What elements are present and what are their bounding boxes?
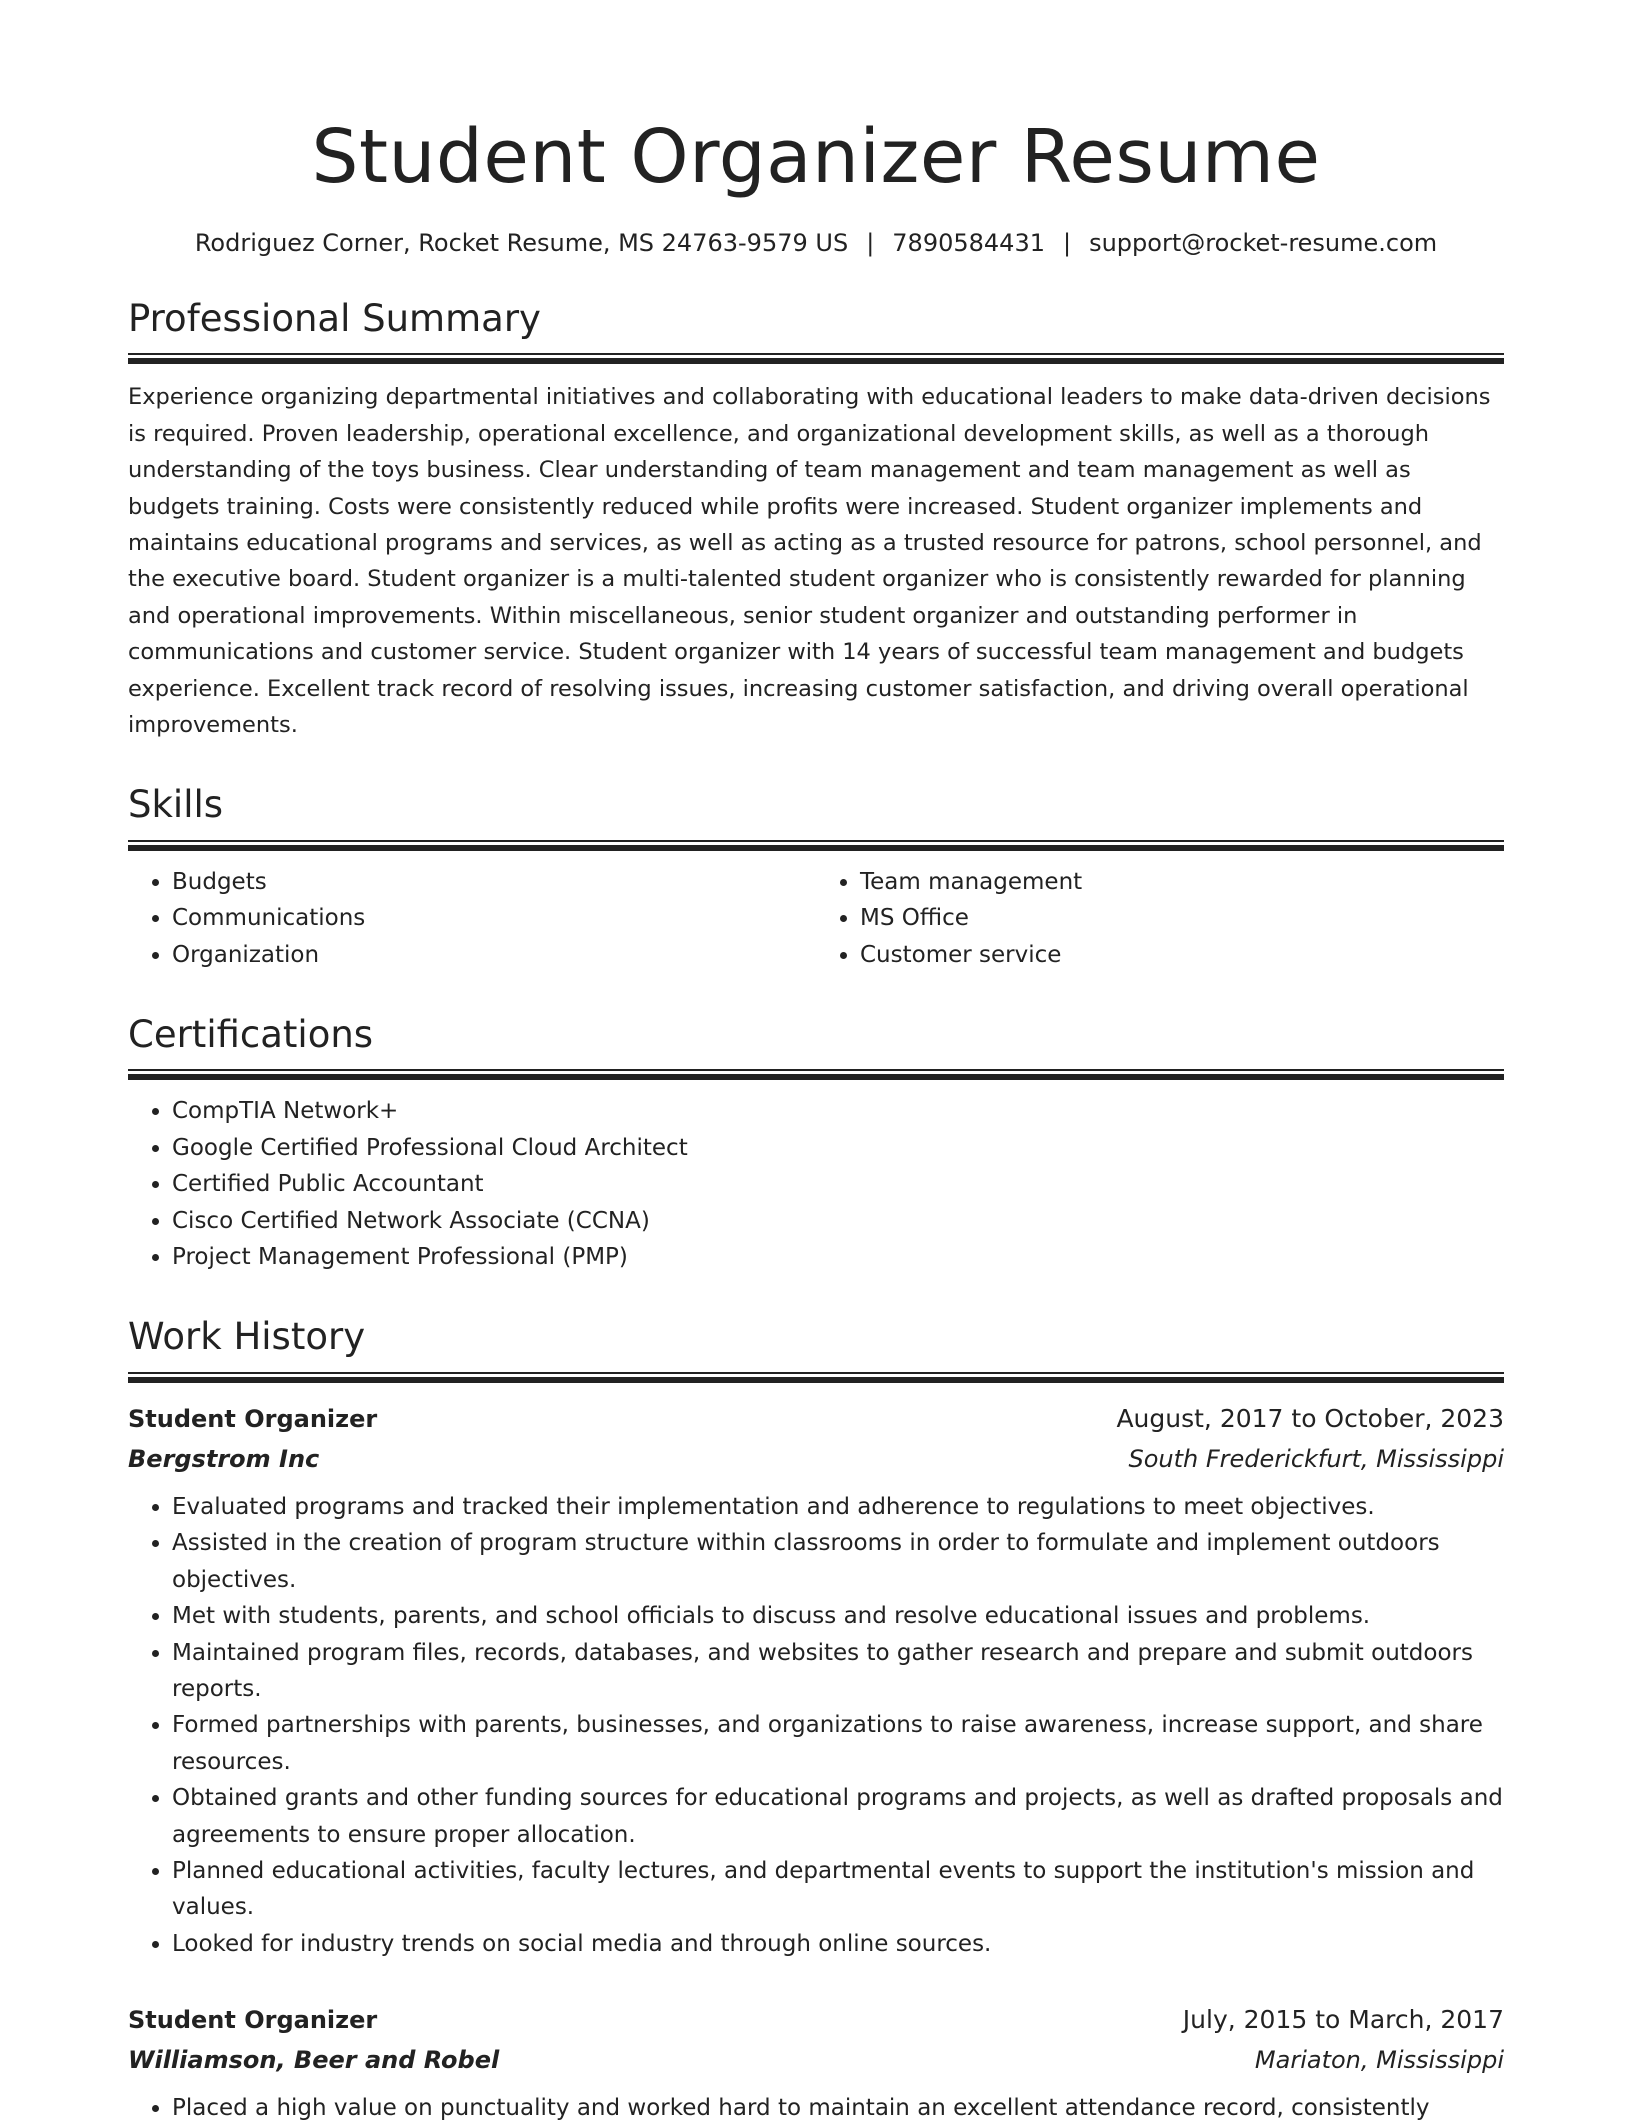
job-bullet: • Maintained program files, records, databases, and websites to gather research and prepare and submit outdoors reports. — [172, 1635, 1504, 1708]
job-subheader-row — [128, 1439, 1504, 1479]
summary-text: Experience organizing departmental initiatives and collaborating with educational leaders to make data-driven decisions is required. Proven leadership, operational excellence, and organizational development skills, as well as a thorough understanding of the toys business. Clear understanding of team management and team management as well as budgets training. Costs were consistently reduced while profits were increased. Student organizer implements and maintains educational programs and services, as well as acting as a trusted resource for patrons, school personnel, and the executive board. Student organizer is a multi-talented student organizer who is consistently rewarded for planning and operational improvements. Within miscellaneous, senior student organizer and outstanding performer in communications and customer service. Student organizer with 14 years of successful team management and budgets experience. Excellent track record of resolving issues, increasing customer satisfaction, and driving overall operational improvements. — [128, 384, 1491, 739]
job-header-row — [128, 2000, 1504, 2040]
job-bullet: • Obtained grants and other funding sources for educational programs and projects, as well as drafted proposals and agreements to ensure proper allocation. — [172, 1780, 1504, 1853]
skill-item: • MS Office — [860, 900, 1504, 936]
job-bullet: • Placed a high value on punctuality and worked hard to maintain an excellent attendance record, consistently — [172, 2090, 1504, 2126]
job-bullet: • Formed partnerships with parents, businesses, and organizations to raise awareness, increase support, and share resources. — [172, 1707, 1504, 1780]
contact-line — [128, 229, 1504, 257]
job-company: Williamson, Beer and Robel — [128, 2046, 500, 2075]
job-entry — [128, 2000, 1504, 2126]
certification-item: • Cisco Certified Network Associate (CCNA) — [172, 1203, 1504, 1239]
job-bullet: • Planned educational activities, faculty lectures, and departmental events to support the institution's mission and values. — [172, 1853, 1504, 1926]
certification-item: • Project Management Professional (PMP) — [172, 1239, 1504, 1275]
contact-email: support@rocket-resume.com — [1089, 229, 1438, 257]
skill-item: • Organization — [172, 937, 816, 973]
job-subheader-row — [128, 2040, 1504, 2080]
contact-address: Rodriguez Corner, Rocket Resume, MS 24763-9579 US — [194, 229, 849, 257]
job-bullet: • Assisted in the creation of program structure within classrooms in order to formulate and implement outdoors objectives. — [172, 1525, 1504, 1598]
summary-heading: Professional Summary — [128, 297, 541, 340]
work-history-heading: Work History — [128, 1315, 366, 1359]
resume-title: Student Organizer Resume — [311, 114, 1321, 200]
skills-list-right — [816, 864, 1504, 973]
skills-grid — [128, 864, 1504, 973]
skill-item: • Team management — [860, 864, 1504, 900]
skills-section — [128, 783, 1504, 973]
certification-item: • Certified Public Accountant — [172, 1166, 1504, 1202]
contact-separator: | — [1062, 229, 1072, 257]
job-bullets — [128, 2090, 1504, 2126]
job-bullet: • Looked for industry trends on social media and through online sources. — [172, 1926, 1504, 1962]
skill-item: • Communications — [172, 900, 816, 936]
job-bullet: • Evaluated programs and tracked their implementation and adherence to regulations to meet objectives. — [172, 1489, 1504, 1525]
certifications-heading: Certifications — [128, 1013, 374, 1057]
certifications-section — [128, 1013, 1504, 1275]
job-company: Bergstrom Inc — [128, 1444, 320, 1473]
contact-phone: 7890584431 — [892, 229, 1045, 257]
section-divider — [128, 353, 1504, 364]
job-title: Student Organizer — [128, 2006, 378, 2035]
certification-item: • CompTIA Network+ — [172, 1093, 1504, 1129]
certification-item: • Google Certified Professional Cloud Architect — [172, 1130, 1504, 1166]
job-entry — [128, 1399, 1504, 1962]
section-divider — [128, 840, 1504, 851]
skill-item: • Budgets — [172, 864, 816, 900]
work-history-section — [128, 1315, 1504, 2126]
job-title: Student Organizer — [128, 1404, 378, 1433]
job-header-row — [128, 1399, 1504, 1439]
summary-section — [128, 297, 1504, 743]
job-bullet: • Met with students, parents, and school officials to discuss and resolve educational issues and problems. — [172, 1598, 1504, 1634]
job-dates: July, 2015 to March, 2017 — [1182, 2005, 1504, 2035]
contact-separator: | — [866, 229, 875, 257]
skill-item: • Customer service — [860, 937, 1504, 973]
certifications-list — [128, 1093, 1504, 1275]
job-location: Mariaton, Mississippi — [1254, 2046, 1504, 2075]
job-bullets — [128, 1489, 1504, 1962]
skills-heading: Skills — [128, 783, 224, 827]
skills-list-left — [128, 864, 816, 973]
section-divider — [128, 1372, 1504, 1383]
section-divider — [128, 1069, 1504, 1080]
job-location: South Frederickfurt, Mississippi — [1128, 1444, 1504, 1473]
job-dates: August, 2017 to October, 2023 — [1116, 1403, 1504, 1433]
